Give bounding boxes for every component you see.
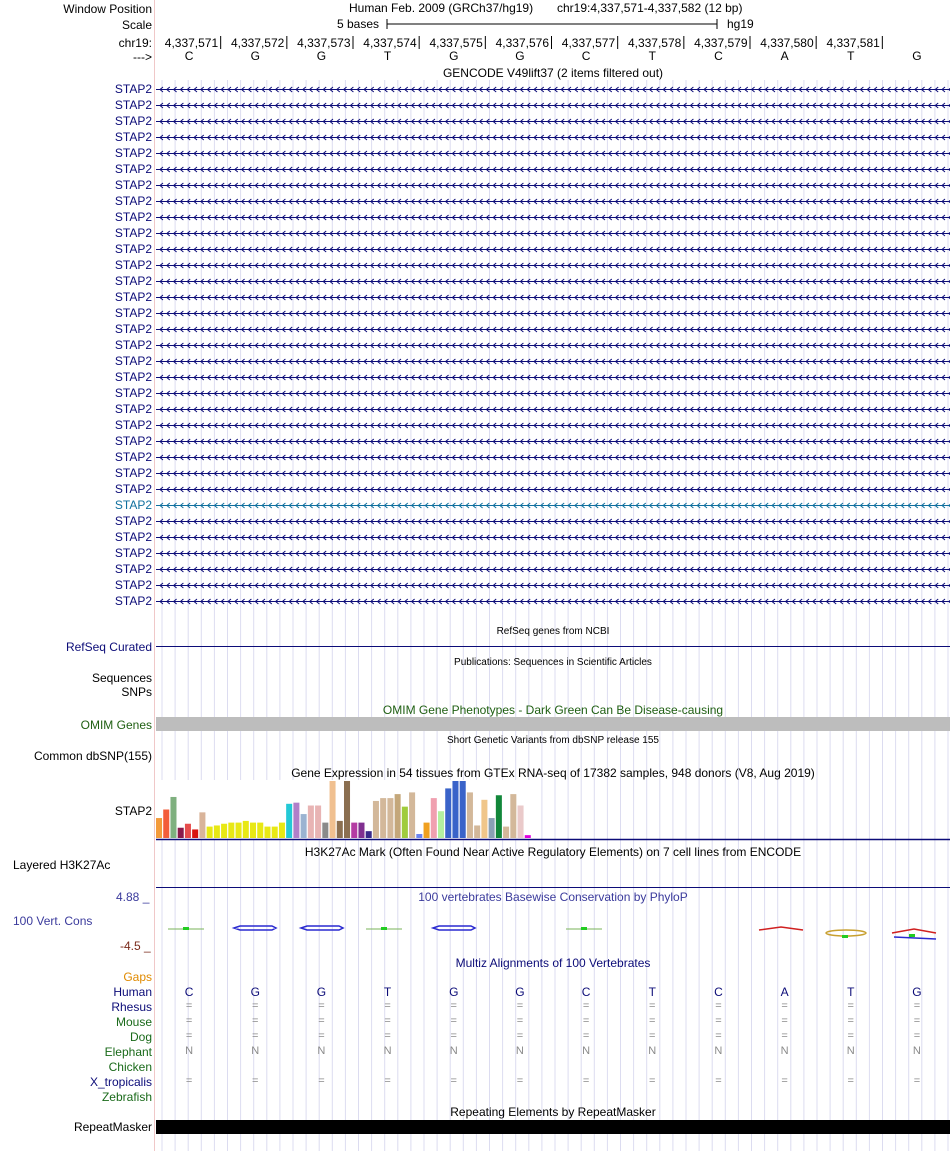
gencode-gene-label[interactable]: STAP2 [114,322,152,336]
multiz-base: = [649,1000,656,1012]
gencode-gene-label[interactable]: STAP2 [114,98,152,112]
omim-bar[interactable] [156,717,950,731]
multiz-base: G [316,985,327,999]
gtex-tissue-bar[interactable] [452,781,458,838]
multiz-species-label[interactable]: Human [113,985,152,999]
gtex-tissue-bar[interactable] [185,824,191,838]
phylop-wiggle [183,927,189,930]
gencode-gene-label[interactable]: STAP2 [114,562,152,576]
gtex-tissue-bar[interactable] [315,806,321,838]
multiz-base: = [516,1075,524,1087]
ruler-base: C [581,49,591,63]
multiz-base: = [847,1030,854,1042]
multiz-base: = [913,1075,921,1087]
h3k27ac-track-label[interactable]: Layered H3K27Ac [13,858,111,872]
multiz-base: N [383,1045,392,1057]
multiz-base: = [450,1030,457,1042]
multiz-base: = [185,1015,193,1027]
gencode-gene-label[interactable]: STAP2 [114,418,152,432]
gtex-tissue-bar[interactable] [489,818,495,838]
phylop-wiggle [759,927,803,930]
gtex-tissue-bar[interactable] [163,810,169,839]
ruler-base: G [449,49,459,63]
multiz-base: C [581,985,591,999]
multiz-base: T [383,985,392,999]
ruler-position-label: 4,337,575 [429,36,483,50]
gencode-track-title: GENCODE V49lift37 (2 items filtered out) [442,66,664,80]
repeatmasker-bar[interactable] [156,1120,950,1134]
gencode-gene-label[interactable]: STAP2 [114,354,152,368]
gtex-tissue-bar[interactable] [373,801,379,838]
gtex-tissue-bar[interactable] [380,798,386,838]
gtex-tissue-bar[interactable] [366,831,372,838]
gencode-gene-label[interactable]: STAP2 [114,594,152,608]
multiz-base: = [252,1075,259,1087]
phylop-wiggle [909,934,915,937]
gencode-gene-label[interactable]: STAP2 [114,258,152,272]
gencode-gene-label[interactable]: STAP2 [114,530,152,544]
h3k27ac-track-title: H3K27Ac Mark (Often Found Near Active Regulatory Elements) on 7 cell lines from ENCODE [304,845,802,859]
gtex-tissue-bar[interactable] [228,823,234,838]
gencode-gene-label[interactable]: STAP2 [114,146,152,160]
ruler-position-label: 4,337,573 [297,36,351,50]
refseq-track-label[interactable]: RefSeq Curated [65,640,152,654]
gtex-tissue-bar[interactable] [308,806,314,838]
gencode-gene-label[interactable]: STAP2 [114,306,152,320]
multiz-gaps-label: Gaps [123,970,152,984]
gencode-gene-label[interactable]: STAP2 [114,514,152,528]
gencode-gene-label[interactable]: STAP2 [114,194,152,208]
gtex-tissue-bar[interactable] [330,781,336,838]
gtex-tissue-bar[interactable] [322,823,328,838]
gtex-tissue-bar[interactable] [264,827,270,838]
gtex-tissue-bar[interactable] [257,823,263,838]
multiz-base: = [582,1015,590,1027]
ruler-position-label: 4,337,572 [230,36,285,50]
multiz-base: = [847,1015,854,1027]
multiz-species-label[interactable]: Zebrafish [101,1090,152,1104]
ruler-base: G [912,49,922,63]
gtex-tissue-bar[interactable] [424,823,430,838]
multiz-base: = [516,1015,524,1027]
ruler-base: T [648,49,656,63]
gtex-tissue-bar[interactable] [503,827,509,838]
multiz-base: G [449,985,459,999]
multiz-species-label[interactable]: Dog [129,1030,152,1044]
gencode-gene-label[interactable]: STAP2 [114,578,152,592]
phylop-wiggle [433,926,475,930]
multiz-base: = [715,1015,722,1027]
multiz-base: = [649,1015,656,1027]
phylop-track-title: 100 vertebrates Basewise Conservation by PhyloP [418,890,688,904]
ruler-base: C [184,49,194,63]
gtex-tissue-bar[interactable] [293,803,299,838]
multiz-base: = [847,1075,854,1087]
gtex-tissue-bar[interactable] [402,807,408,838]
ruler-base: G [316,49,327,63]
multiz-base: T [847,985,855,999]
gtex-tissue-bar[interactable] [496,795,502,838]
gtex-tissue-bar[interactable] [170,797,176,838]
dbsnp-track-title: Short Genetic Variants from dbSNP release 155 [447,735,659,746]
multiz-base: T [648,985,656,999]
multiz-base: = [781,1030,788,1042]
gencode-gene-label[interactable]: STAP2 [114,466,152,480]
ruler-base: G [250,49,260,63]
db-text: hg19 [727,17,754,31]
gtex-tissue-bar[interactable] [474,825,480,838]
multiz-base: N [449,1045,458,1057]
multiz-base: N [780,1045,789,1057]
phylop-wiggle [892,929,936,933]
gtex-tissue-bar[interactable] [344,781,350,838]
gtex-tissue-bar[interactable] [518,806,524,838]
gtex-tissue-bar[interactable] [236,823,242,838]
gtex-tissue-bar[interactable] [272,827,278,838]
gencode-gene-label[interactable]: STAP2 [114,274,152,288]
multiz-base: = [252,1000,259,1012]
gtex-tissue-bar[interactable] [460,781,466,838]
gencode-gene-label[interactable]: STAP2 [114,402,152,416]
multiz-base: = [582,1000,590,1012]
multiz-species-label[interactable]: Mouse [115,1015,152,1029]
gencode-gene-label[interactable]: STAP2 [114,386,152,400]
phylop-wiggle [581,927,587,930]
gtex-tissue-bar[interactable] [301,814,307,838]
multiz-base: = [781,1000,788,1012]
gtex-tissue-bar[interactable] [409,792,415,838]
multiz-base: N [251,1045,260,1057]
multiz-base: = [252,1030,259,1042]
ruler-base: G [515,49,525,63]
ruler-position-label: 4,337,574 [363,36,417,50]
phylop-wiggle [894,937,936,939]
gtex-tissue-bar[interactable] [510,794,516,838]
multiz-species-label[interactable]: X_tropicalis [89,1075,152,1089]
multiz-base: N [582,1045,591,1057]
gencode-gene-label[interactable]: STAP2 [114,114,152,128]
multiz-base: = [516,1000,524,1012]
multiz-base: N [185,1045,194,1057]
strand-label: ---> [133,50,152,64]
phylop-wiggle [381,927,387,930]
multiz-base: = [913,1000,921,1012]
gencode-gene-label[interactable]: STAP2 [114,338,152,352]
ruler-position-label: 4,337,571 [164,36,219,50]
gtex-track-label[interactable]: STAP2 [114,804,152,818]
multiz-base: G [515,985,525,999]
multiz-base: = [450,1075,457,1087]
multiz-base: = [649,1075,656,1087]
multiz-base: = [450,1000,457,1012]
gtex-tissue-bar[interactable] [337,821,343,838]
gtex-tissue-bar[interactable] [431,798,437,838]
phylop-wiggle [234,926,276,930]
publications-label-line1[interactable]: Sequences [91,671,152,685]
gtex-track-title: Gene Expression in 54 tissues from GTEx RNA-seq of 17382 samples, 948 donors (V8, Aug 2019) [291,766,815,780]
multiz-base: = [185,1000,193,1012]
ruler-position-label: 4,337,578 [627,36,682,50]
multiz-species-label[interactable]: Rhesus [111,1000,152,1014]
gencode-gene-label[interactable]: STAP2 [114,370,152,384]
multiz-base: N [912,1045,921,1057]
gencode-gene-label[interactable]: STAP2 [114,482,152,496]
multiz-base: = [715,1075,722,1087]
gtex-tissue-bar[interactable] [387,798,393,838]
multiz-base: = [384,1030,391,1042]
multiz-base: = [649,1030,656,1042]
gtex-tissue-bar[interactable] [416,834,422,838]
window-position-label: Window Position [63,2,152,16]
ruler-base: C [714,49,723,63]
gencode-gene-label[interactable]: STAP2 [114,546,152,560]
gencode-gene-label[interactable]: STAP2 [114,450,152,464]
multiz-base: N [317,1045,326,1057]
multiz-base: A [780,985,789,999]
multiz-base: = [715,1030,722,1042]
publications-label-line2[interactable]: SNPs [121,685,152,699]
repeatmasker-track-label[interactable]: RepeatMasker [73,1120,152,1134]
chrom-label: chr19: [118,36,152,50]
gtex-tissue-bar[interactable] [395,794,401,838]
assembly-text: Human Feb. 2009 (GRCh37/hg19) [349,1,534,15]
gencode-gene-label[interactable]: STAP2 [114,130,152,144]
repeatmasker-track-title: Repeating Elements by RepeatMasker [450,1105,656,1119]
gtex-tissue-bar[interactable] [199,812,205,838]
gencode-gene-label[interactable]: STAP2 [114,82,152,96]
multiz-base: = [913,1015,921,1027]
multiz-base: = [450,1015,457,1027]
gtex-tissue-bar[interactable] [192,829,198,838]
gencode-gene-label[interactable]: STAP2 [114,226,152,240]
phylop-min-value: -4.5 _ [120,939,151,953]
gencode-gene-label[interactable]: STAP2 [114,210,152,224]
publications-track-title: Publications: Sequences in Scientific Articles [454,657,652,668]
phylop-wiggle [842,935,848,938]
multiz-base: = [913,1030,921,1042]
multiz-base: = [318,1030,325,1042]
gtex-tissue-bar[interactable] [178,828,184,838]
multiz-base: = [847,1000,854,1012]
phylop-track-label[interactable]: 100 Vert. Cons [13,914,93,928]
ruler-position-label: 4,337,579 [694,36,748,50]
ruler-position-label: 4,337,580 [760,36,814,50]
gtex-tissue-bar[interactable] [481,800,487,838]
ruler-base: T [847,49,855,63]
multiz-base: = [582,1030,590,1042]
multiz-base: G [250,985,260,999]
refseq-track-title: RefSeq genes from NCBI [496,626,610,637]
gtex-tissue-bar[interactable] [438,811,444,838]
multiz-base: = [185,1075,193,1087]
gencode-gene-label[interactable]: STAP2 [114,242,152,256]
gtex-tissue-bar[interactable] [156,818,162,838]
ruler-base: A [780,49,789,63]
gtex-tissue-bar[interactable] [467,792,473,838]
multiz-base: = [384,1000,391,1012]
gtex-tissue-bar[interactable] [358,823,364,838]
omim-track-label[interactable]: OMIM Genes [80,718,152,732]
dbsnp-track-label[interactable]: Common dbSNP(155) [33,749,152,763]
scale-text: 5 bases [337,17,380,31]
multiz-base: N [846,1045,855,1057]
phylop-wiggle [301,926,343,930]
gtex-tissue-bar[interactable] [250,823,256,838]
gtex-tissue-bar[interactable] [243,821,249,838]
multiz-base: = [384,1075,391,1087]
gtex-tissue-bar[interactable] [445,788,451,838]
gencode-gene-label[interactable]: STAP2 [114,162,152,176]
gencode-gene-label[interactable]: STAP2 [114,290,152,304]
multiz-base: = [252,1015,259,1027]
omim-track-title: OMIM Gene Phenotypes - Dark Green Can Be Disease-causing [382,703,724,717]
multiz-base: = [384,1015,391,1027]
multiz-base: N [714,1045,723,1057]
multiz-base: G [912,985,922,999]
multiz-base: = [516,1030,524,1042]
gencode-gene-label[interactable]: STAP2 [114,498,152,512]
ruler-base: T [383,49,392,63]
gtex-tissue-bar[interactable] [286,804,292,838]
scale-label: Scale [121,18,152,32]
multiz-track-title: Multiz Alignments of 100 Vertebrates [455,956,651,970]
multiz-base: = [318,1000,325,1012]
gtex-tissue-bar[interactable] [214,825,220,838]
multiz-base: N [515,1045,524,1057]
multiz-base: = [318,1015,325,1027]
multiz-base: = [715,1000,722,1012]
ruler-position-label: 4,337,576 [495,36,549,50]
gtex-tissue-bar[interactable] [279,823,285,838]
ruler-position-label: 4,337,581 [826,36,880,50]
multiz-base: = [318,1075,325,1087]
gtex-tissue-bar[interactable] [221,824,227,838]
gtex-tissue-bar[interactable] [207,827,213,838]
gencode-gene-label[interactable]: STAP2 [114,178,152,192]
multiz-base: N [648,1045,657,1057]
gtex-tissue-bar[interactable] [525,835,531,838]
gencode-gene-label[interactable]: STAP2 [114,434,152,448]
multiz-base: C [184,985,194,999]
multiz-base: C [714,985,723,999]
multiz-base: = [781,1075,788,1087]
multiz-base: = [781,1015,788,1027]
ruler-position-label: 4,337,577 [561,36,616,50]
multiz-base: = [185,1030,193,1042]
position-text: chr19:4,337,571-4,337,582 (12 bp) [557,1,743,15]
multiz-species-label[interactable]: Elephant [104,1045,152,1059]
gtex-tissue-bar[interactable] [351,823,357,838]
phylop-max-value: 4.88 _ [116,890,150,904]
multiz-species-label[interactable]: Chicken [108,1060,152,1074]
multiz-base: = [582,1075,590,1087]
